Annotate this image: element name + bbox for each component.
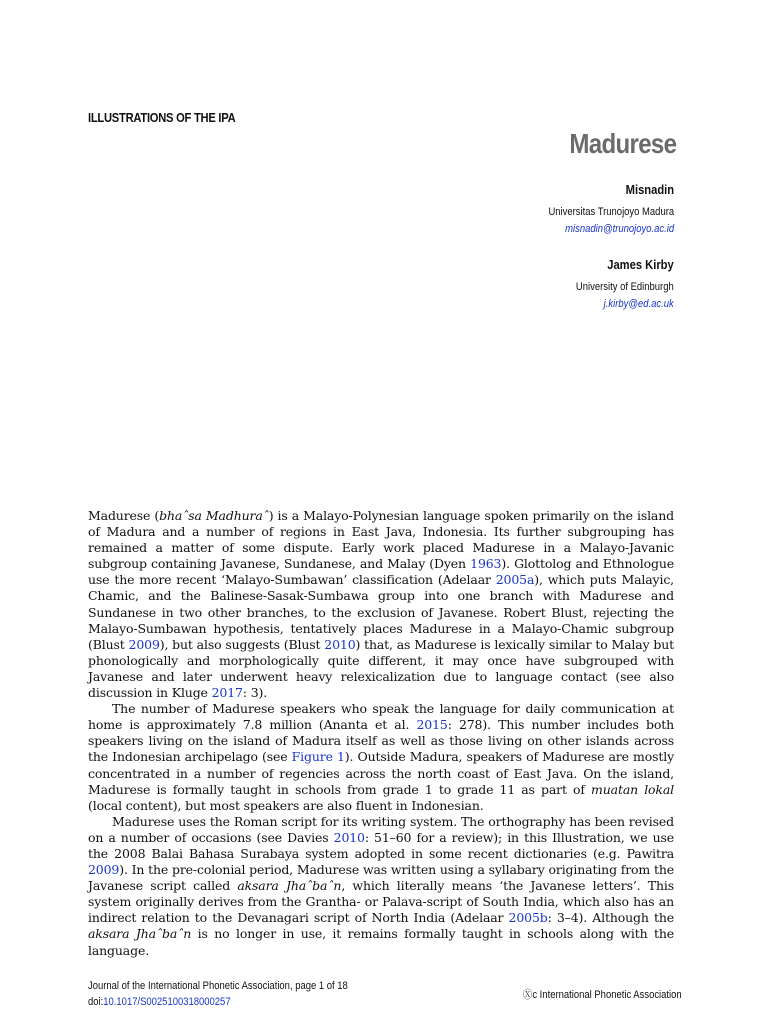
- footer-citation: [88, 978, 348, 1010]
- author-2: [576, 257, 674, 313]
- text-run: ). Outside Madura, speakers of Madurese are mostly concentrated in a number of regencies across the north coast of East Java. On the island, Madurese is formally taught in schools from grade 1 to grade 11 as part of: [88, 749, 674, 797]
- copyright-holder: International Phonetic Association: [540, 989, 682, 1001]
- copyright-symbol: Ⓧc: [523, 989, 538, 1001]
- text-run: ). Glottolog and Ethnologue use the more recent ‘Malayo-Sumbawan’ classification (Adelaar: [88, 556, 674, 588]
- author-name: James Kirby: [607, 257, 674, 272]
- doi-link[interactable]: 10.1017/S0025100318000257: [103, 996, 231, 1008]
- series-label: ILLUSTRATIONS OF THE IPA: [88, 110, 236, 125]
- author-name: Misnadin: [625, 182, 674, 197]
- text-run: The number of Madurese speakers who speak the language for daily communication at home is approximately 7.8 million (Ananta et al.: [88, 701, 674, 733]
- text-run: , which literally means ‘the Javanese letters’. This system originally derives from the Grantha- or Palava-script of South India, which also has an indirect relation to the Devanagari script of North India (Adelaar: [88, 878, 674, 926]
- citation-link[interactable]: 1963: [470, 556, 502, 572]
- text-run: : 278). This number includes both speakers living on the island of Madura itself as well as those living on other islands across the Indonesian archipelago (see: [88, 717, 674, 765]
- italic-term: aksara Jhaˆbaˆn: [237, 878, 342, 894]
- citation-link[interactable]: 2017: [211, 685, 243, 701]
- doi-label: doi:: [88, 996, 104, 1008]
- paragraph: [88, 508, 674, 701]
- text-run: Madurese uses the Roman script for its writing system. The orthography has been revised on a number of occasions (see Davies: [88, 813, 674, 845]
- italic-term: bhaˆsa Madhuraˆ: [159, 508, 269, 523]
- citation-link[interactable]: 2009: [128, 636, 160, 652]
- citation-link[interactable]: Figure 1: [291, 749, 345, 765]
- footer-copyright: [523, 986, 682, 1002]
- text-run: : 51–60 for a review); in this Illustration, we use the 2008 Balai Bahasa Surabaya system adopted in some recent dictionaries (e.g. Pawitra: [88, 829, 674, 861]
- text-run: : 3–4). Although the: [547, 910, 674, 926]
- citation-link[interactable]: 2005a: [495, 572, 535, 588]
- author-affiliation: Universitas Trunojoyo Madura: [548, 206, 674, 218]
- citation-link[interactable]: 2010: [333, 829, 365, 845]
- text-run: : 3).: [242, 685, 268, 701]
- journal-line: Journal of the International Phonetic Association, page 1 of 18: [88, 980, 348, 992]
- citation-link[interactable]: 2005b: [508, 910, 548, 926]
- text-run: ) that, as Madurese is lexically similar to Malay but phonologically and morphologically quite different, it may once have subgrouped with Javanese and later underwent heavy relexicalization due to language contact (see also discussion in Kluge: [88, 636, 674, 701]
- paragraph: [88, 814, 674, 959]
- text-run: ), which puts Malayic, Chamic, and the Balinese-Sasak-Sumbawa group into one branch with Madurese and Sundanese in two other branches, to the exclusion of Javanese. Robert Blust, rejecting the Malayo-Sumbawan hypothesis, tentatively places Madurese in a Malayo-Chamic subgroup (Blust: [88, 572, 674, 652]
- paragraph: [88, 701, 674, 814]
- text-run: Madurese (: [88, 508, 160, 523]
- text-run: ). In the pre-colonial period, Madurese was written using a syllabary originating from the Javanese script called: [88, 862, 674, 894]
- author-email-link[interactable]: j.kirby@ed.ac.uk: [603, 298, 674, 310]
- text-run: ), but also suggests (Blust: [159, 636, 325, 652]
- author-affiliation: University of Edinburgh: [576, 281, 674, 293]
- doi-line: [88, 994, 348, 1010]
- text-run: (local content), but most speakers are also fluent in Indonesian.: [88, 797, 484, 813]
- author-1: [548, 182, 674, 238]
- article-title: Madurese: [569, 128, 676, 159]
- text-run: is no longer in use, it remains formally taught in schools along with the language.: [88, 926, 674, 958]
- italic-term: muatan lokal: [591, 781, 674, 797]
- citation-link[interactable]: 2015: [416, 717, 448, 733]
- citation-link[interactable]: 2009: [88, 862, 120, 878]
- citation-link[interactable]: 2010: [324, 636, 356, 652]
- text-run: ) is a Malayo-Polynesian language spoken primarily on the island of Madura and a number of regions in East Java, Indonesia. Its further subgrouping has remained a matter of some dispute. Early work placed Madurese in a Malayo-Javanic subgroup containing Javanese, Sundanese, and Malay (Dyen: [88, 508, 674, 572]
- article-body: [88, 508, 674, 959]
- italic-term: aksara Jhaˆbaˆn: [88, 926, 192, 942]
- author-email-link[interactable]: misnadin@trunojoyo.ac.id: [565, 223, 674, 235]
